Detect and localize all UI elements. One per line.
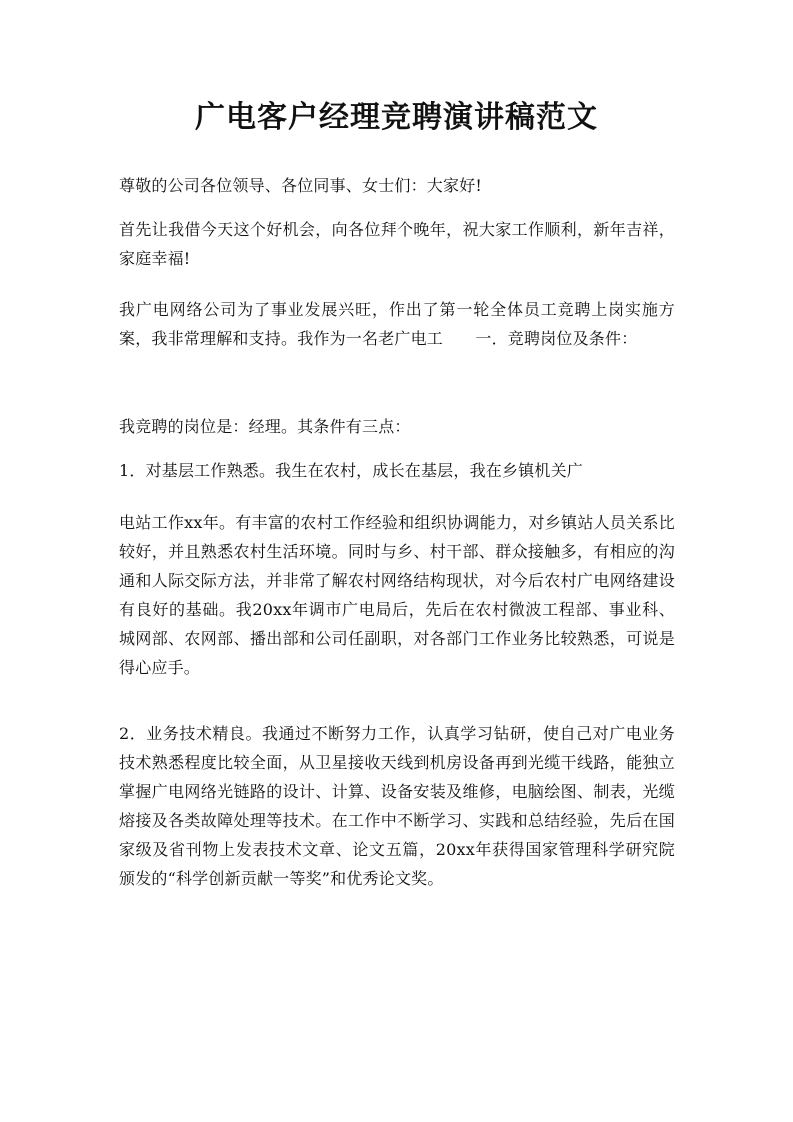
paragraph-point-1-body: 电站工作xx年。有丰富的农村工作经验和组织协调能力，对乡镇站人员关系比较好，并且熟悉农村生活环境。同时与乡、村干部、群众接触多，有相应的沟通和人际交际方法，并非常了解农村网络结构现状，对今后农村广电网络建设有良好的基础。我20xx年调市广电局后，先后在农村微波工程部、事业科、城网部、农网部、播出部和公司任副职，对各部门工作业务比较熟悉，可说是得心应手。 [119, 513, 675, 677]
document-title: 广电客户经理竞聘演讲稿范文 [195, 100, 598, 135]
paragraph-point-2: 2．业务技术精良。我通过不断努力工作，认真学习钻研，使自己对广电业务技术熟悉程度比较全面，从卫星接收天线到机房设备再到光缆干线路，能独立掌握广电网络光链路的设计、计算、设备安装及维修，电脑绘图、制表，光缆熔接及各类故障处理等技术。在工作中不断学习、实践和总结经验，先后在国家级及省刊物上发表技术文章、论文五篇，20xx年获得国家管理科学研究院颁发的“科学创新贡献一等奖”和优秀论文奖。 [119, 724, 675, 888]
paragraph-position: 我竞聘的岗位是：经理。其条件有三点： [119, 417, 411, 436]
paragraph-point-1-heading: 1．对基层工作熟悉。我生在农村，成长在基层，我在乡镇机关广 [119, 461, 583, 480]
paragraph-company-plan: 我广电网络公司为了事业发展兴旺，作出了第一轮全体员工竞聘上岗实施方案，我非常理解和支持。我作为一名老广电工 一．竞聘岗位及条件： [119, 300, 675, 348]
paragraph-greeting: 尊敬的公司各位领导、各位同事、女士们：大家好! [119, 176, 483, 195]
paragraph-new-year-wishes: 首先让我借今天这个好机会，向各位拜个晚年，祝大家工作顺利，新年吉祥，家庭幸福! [119, 220, 675, 268]
